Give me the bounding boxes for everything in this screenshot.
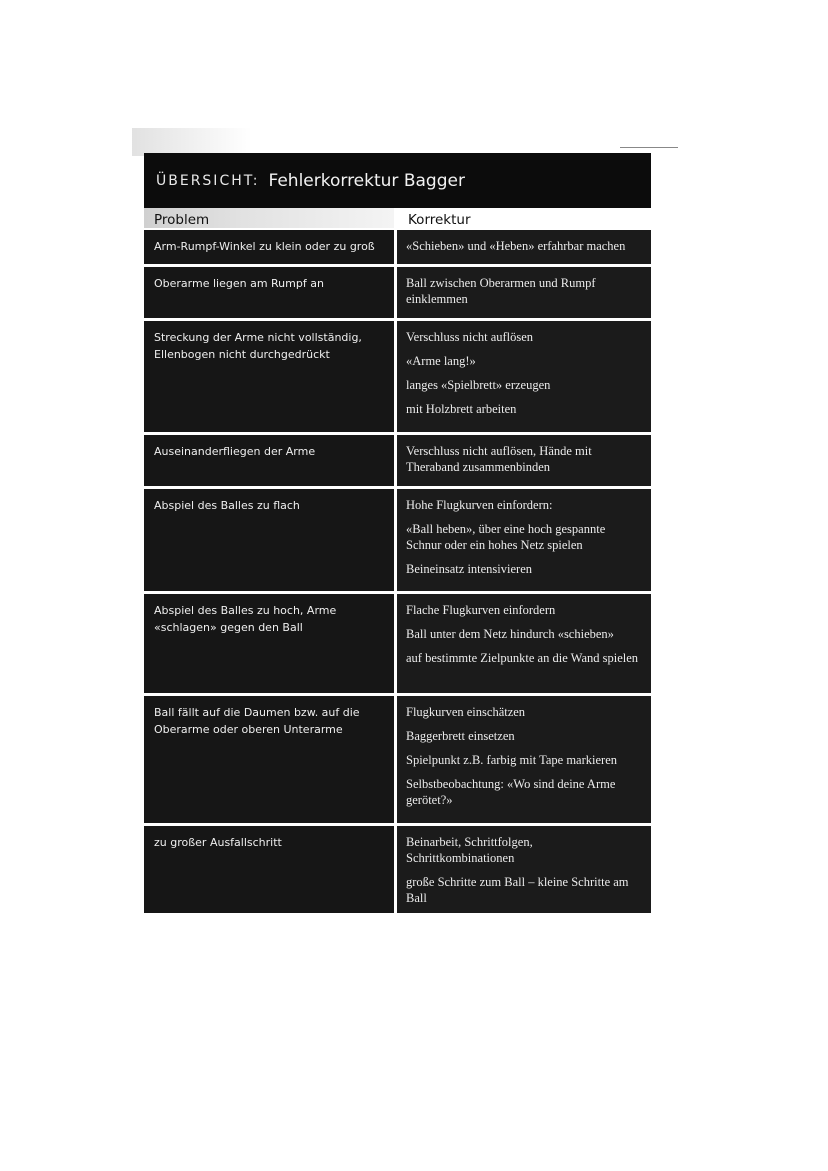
korrektur-item: auf bestimmte Zielpunkte an die Wand spielen — [406, 651, 639, 665]
korrektur-item: Selbstbeobachtung: «Wo sind deine Arme gerötet?» — [406, 777, 616, 807]
table-row — [144, 267, 651, 321]
overview-table — [144, 153, 651, 913]
korrektur-item: mit Holzbrett arbeiten — [406, 402, 517, 416]
korrektur-cell — [397, 230, 651, 264]
column-header-korrektur: Korrektur — [408, 212, 471, 228]
problem-cell: Ball fällt auf die Daumen bzw. auf die Oberarme oder oberen Unterarme — [144, 696, 394, 823]
korrektur-item: große Schritte zum Ball – kleine Schritte am Ball — [406, 875, 629, 905]
title-prefix: ÜBERSICHT: — [156, 172, 260, 189]
table-row — [144, 826, 651, 916]
korrektur-item: Verschluss nicht auflösen, Hände mit Theraband zusammenbinden — [406, 444, 592, 474]
problem-cell: Oberarme liegen am Rumpf an — [144, 267, 394, 318]
korrektur-item: Flugkurven einschätzen — [406, 705, 526, 719]
table-row — [144, 594, 651, 696]
korrektur-cell — [397, 489, 651, 591]
problem-cell: Abspiel des Balles zu flach — [144, 489, 394, 591]
korrektur-cell — [397, 594, 651, 693]
korrektur-item: Ball unter dem Netz hindurch «schieben» — [406, 627, 614, 641]
problem-cell: Auseinanderfliegen der Arme — [144, 435, 394, 486]
korrektur-item: Hohe Flugkurven einfordern: — [406, 498, 553, 512]
korrektur-item: langes «Spielbrett» erzeugen — [406, 378, 551, 392]
table-row — [144, 435, 651, 489]
korrektur-item: Flache Flugkurven einfordern — [406, 603, 556, 617]
page-title: Fehlerkorrektur Bagger — [268, 170, 465, 191]
table-row — [144, 489, 651, 594]
table-row — [144, 696, 651, 826]
problem-cell: zu großer Ausfallschritt — [144, 826, 394, 913]
korrektur-item: Ball zwischen Oberarmen und Rumpf einklemmen — [406, 276, 596, 306]
korrektur-item: Verschluss nicht auflösen — [406, 330, 534, 344]
korrektur-cell — [397, 321, 651, 432]
title-bar — [144, 153, 651, 208]
korrektur-item: Spielpunkt z.B. farbig mit Tape markieren — [406, 753, 617, 767]
korrektur-item: «Ball heben», über eine hoch gespannte Schnur oder ein hohes Netz spielen — [406, 522, 606, 552]
korrektur-item: «Arme lang!» — [406, 354, 476, 368]
table-row — [144, 230, 651, 267]
korrektur-item: Baggerbrett einsetzen — [406, 729, 515, 743]
problem-cell: Arm-Rumpf-Winkel zu klein oder zu groß — [144, 230, 394, 264]
scan-smudge — [132, 128, 252, 156]
korrektur-item: «Schieben» und «Heben» erfahrbar machen — [406, 239, 626, 253]
scan-mark — [620, 147, 678, 148]
table-row — [144, 321, 651, 435]
korrektur-item: Beinarbeit, Schrittfolgen, Schrittkombinationen — [406, 835, 533, 865]
korrektur-item: Beineinsatz intensivieren — [406, 562, 533, 576]
korrektur-cell — [397, 826, 651, 913]
problem-cell: Abspiel des Balles zu hoch, Arme «schlagen» gegen den Ball — [144, 594, 394, 693]
column-header-problem: Problem — [144, 208, 394, 228]
korrektur-cell — [397, 696, 651, 823]
table-body — [144, 230, 651, 916]
korrektur-cell — [397, 435, 651, 486]
korrektur-cell — [397, 267, 651, 318]
problem-cell: Streckung der Arme nicht vollständig, Ellenbogen nicht durchgedrückt — [144, 321, 394, 432]
